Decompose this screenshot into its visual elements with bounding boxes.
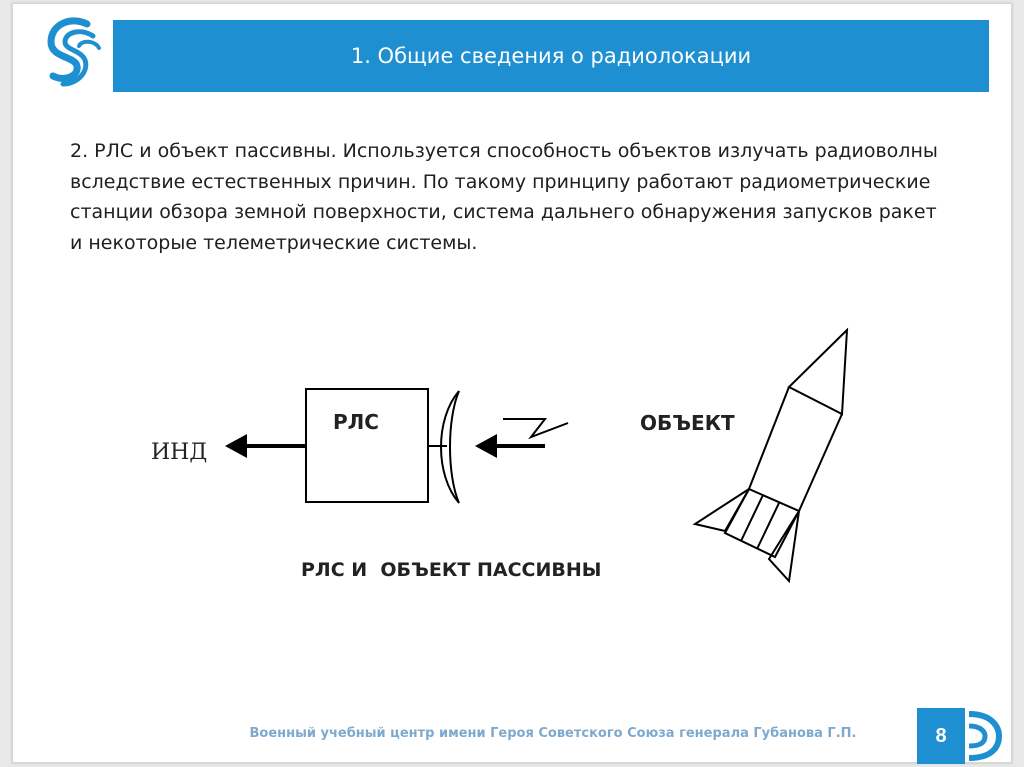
incoming-signal-arrow [475, 434, 545, 458]
antenna-dish [428, 391, 459, 503]
d-logo-icon [963, 706, 1005, 766]
passive-radar-diagram [113, 319, 873, 604]
slide [12, 3, 1012, 763]
rls-box [306, 389, 428, 502]
body-paragraph: 2. РЛС и объект пассивны. Используется способность объектов излучать радиоволны вследствие естественных причин. По такому принципу работают радиометрические станции обзора земной поверхности, система дальнего обнаружения запусков ракет и некоторые телеметрические системы. [70, 140, 938, 254]
title-bar [113, 20, 989, 92]
page-title: 1. Общие сведения о радиолокации [350, 44, 752, 68]
rocket-icon [695, 330, 847, 581]
arrow-to-ind [225, 434, 307, 458]
page-number: 8 [917, 708, 965, 764]
object-label: ОБЪЕКТ [640, 411, 735, 435]
swirl-logo-icon [41, 14, 111, 90]
footer-institution: Военный учебный центр имени Героя Советского Союза генерала Губанова Г.П. [249, 726, 857, 741]
diagram-caption: РЛС И ОБЪЕКТ ПАССИВНЫ [301, 559, 602, 581]
rls-label: РЛС [333, 410, 379, 434]
wave-symbol-icon [503, 419, 568, 437]
ind-label: ИНД [151, 440, 208, 465]
